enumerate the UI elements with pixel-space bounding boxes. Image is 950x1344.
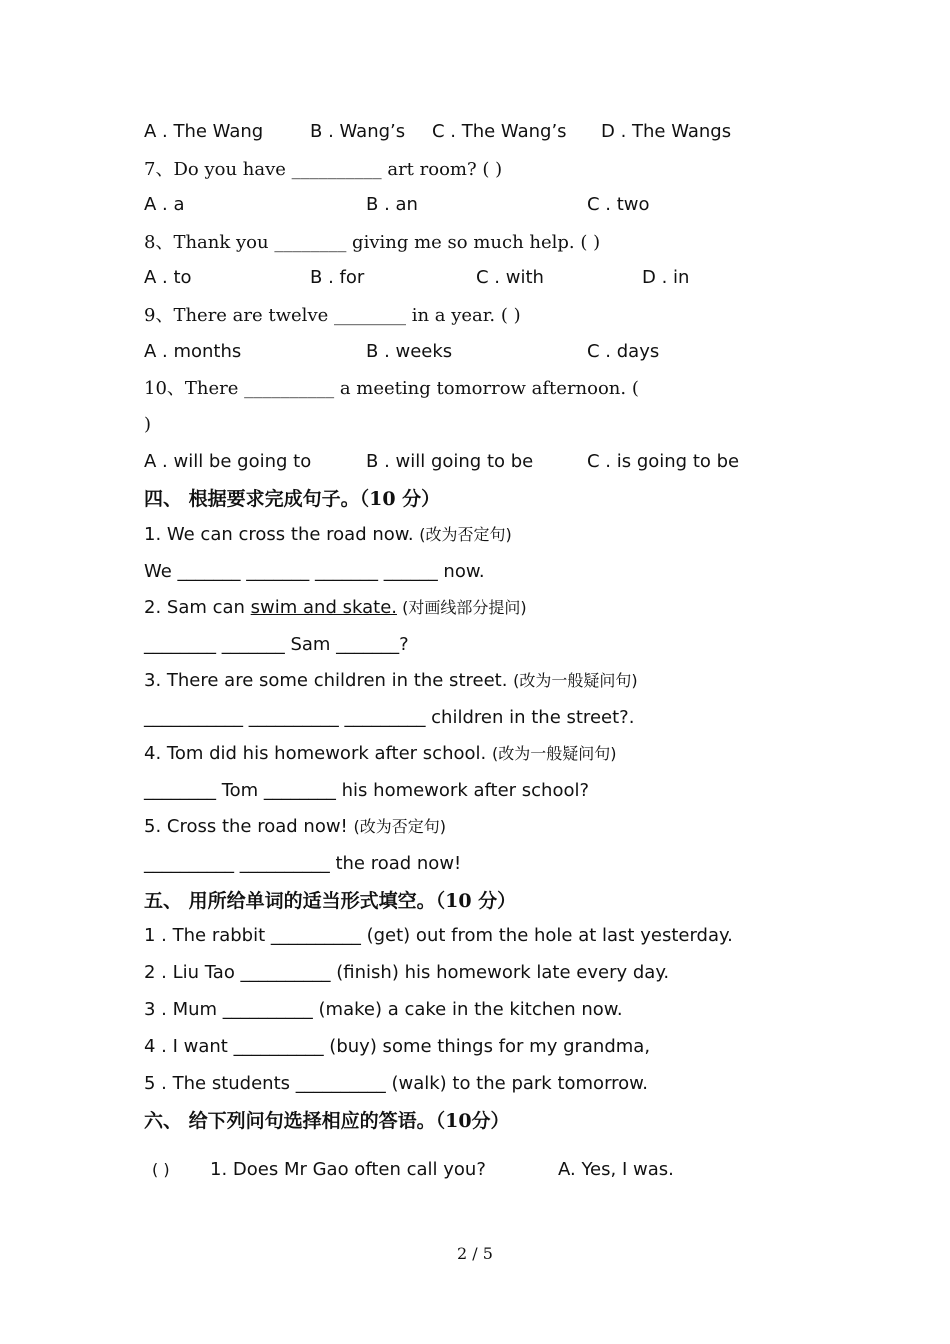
section4-q2-text: 2. Sam can xyxy=(144,597,251,618)
q6-option-d: D . The Wangs xyxy=(601,121,732,142)
q10-option-b: B . will going to be xyxy=(366,451,534,472)
section4-q4 xyxy=(144,743,616,765)
q8-option-b: B . for xyxy=(310,267,365,288)
section4-q5-text: 5. Cross the road now! xyxy=(144,816,348,837)
section5-item-3: 3 . Mum __________ (make) a cake in the kitchen now. xyxy=(144,999,623,1020)
section4-a1: We _______ _______ _______ ______ now. xyxy=(144,561,485,582)
section6-answer-a: A. Yes, I was. xyxy=(558,1159,674,1180)
q8-option-d: D . in xyxy=(642,267,690,288)
section5-item-5: 5 . The students __________ (walk) to the park tomorrow. xyxy=(144,1073,648,1094)
section4-a3: ___________ __________ _________ children in the street?. xyxy=(144,707,635,728)
section4-q1-note: (改为否定句) xyxy=(419,525,512,544)
q6-option-c: C . The Wang’s xyxy=(432,121,567,142)
page-number: 2 / 5 xyxy=(457,1244,493,1263)
q10-option-c: C . is going to be xyxy=(587,451,740,472)
section4-q5 xyxy=(144,816,446,838)
q9-option-b: B . weeks xyxy=(366,341,453,362)
section4-title: 四、 根据要求完成句子。（10 分） xyxy=(144,488,441,510)
section4-q1-text: 1. We can cross the road now. xyxy=(144,524,414,545)
section4-q2-note: (对画线部分提问) xyxy=(396,598,527,617)
q7-option-b: B . an xyxy=(366,194,418,215)
q7-stem: 7、Do you have __________ art room? ( ) xyxy=(144,159,503,180)
q6-option-a: A . The Wang xyxy=(144,121,264,142)
section5-title: 五、 用所给单词的适当形式填空。（10 分） xyxy=(144,890,517,912)
section5-item-2: 2 . Liu Tao __________ (finish) his homework late every day. xyxy=(144,962,670,983)
section5-item-4: 4 . I want __________ (buy) some things for my grandma, xyxy=(144,1036,651,1057)
section5-item-1: 1 . The rabbit __________ (get) out from the hole at last yesterday. xyxy=(144,925,733,946)
q7-option-c: C . two xyxy=(587,194,650,215)
q6-option-b: B . Wang’s xyxy=(310,121,406,142)
q10-stem-continued: ) xyxy=(144,414,152,435)
q8-option-c: C . with xyxy=(476,267,544,288)
q10-option-a: A . will be going to xyxy=(144,451,312,472)
q9-option-a: A . months xyxy=(144,341,242,362)
section6-question-1: 1. Does Mr Gao often call you? xyxy=(210,1159,486,1180)
q9-option-c: C . days xyxy=(587,341,660,362)
section4-q5-note: (改为否定句) xyxy=(353,817,447,836)
section4-q1 xyxy=(144,524,512,546)
q9-stem: 9、There are twelve ________ in a year. ( ) xyxy=(144,305,521,326)
q10-stem: 10、There __________ a meeting tomorrow afternoon. ( xyxy=(144,378,639,399)
section4-q3-text: 3. There are some children in the street. xyxy=(144,670,508,691)
q8-option-a: A . to xyxy=(144,267,192,288)
section4-q3-note: (改为一般疑问句) xyxy=(513,671,638,690)
section4-a2: ________ _______ Sam _______? xyxy=(144,634,409,655)
section6-answer-paren: ( ) xyxy=(152,1160,170,1179)
section4-q4-note: (改为一般疑问句) xyxy=(491,744,617,763)
section4-q4-text: 4. Tom did his homework after school. xyxy=(144,743,487,764)
section4-q2 xyxy=(144,597,527,619)
section4-a5: __________ __________ the road now! xyxy=(144,853,462,874)
section4-q2-underlined: swim and skate. xyxy=(250,597,397,618)
section6-title: 六、 给下列问句选择相应的答语。（10分） xyxy=(144,1110,510,1132)
section4-a4: ________ Tom ________ his homework after school? xyxy=(144,780,590,801)
section4-q3 xyxy=(144,670,638,692)
q7-option-a: A . a xyxy=(144,194,185,215)
q8-stem: 8、Thank you ________ giving me so much help. ( ) xyxy=(144,232,601,253)
